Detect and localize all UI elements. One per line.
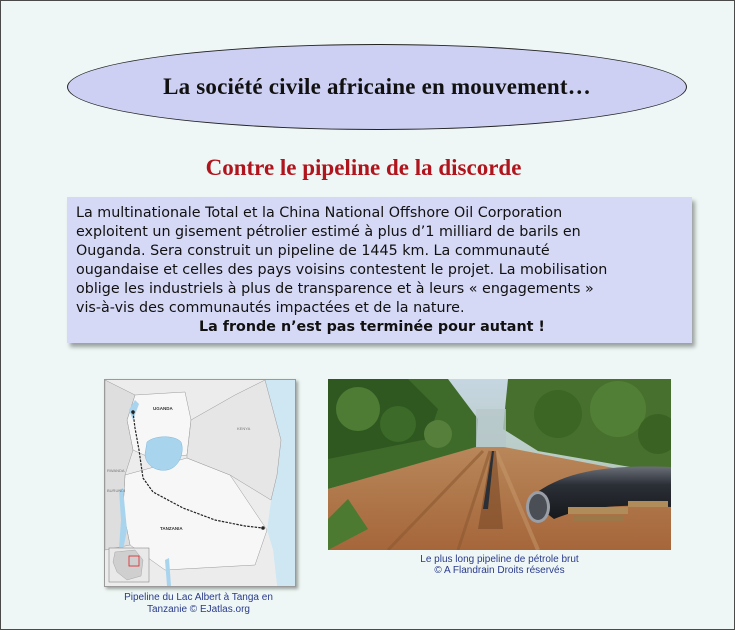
pipeline-photo-graphic [328, 379, 671, 550]
map-caption [96, 592, 301, 616]
article-line: La multinationale Total et la China National Offshore Oil Corporation [76, 205, 563, 221]
article-line: vis-à-vis des communautés impactées et de la nature. [76, 300, 465, 316]
article-line: Ouganda. Sera construit un pipeline de 1445 km. La communauté [76, 243, 550, 259]
map-caption-line: Tanzanie © EJatlas.org [147, 604, 250, 615]
pipeline-photo [328, 379, 671, 550]
article-line: ougandaise et celles des pays voisins contestent le projet. La mobilisation [76, 262, 608, 278]
map-label-rwanda: RWANDA [107, 468, 125, 473]
photo-caption-line: Le plus long pipeline de pétrole brut [420, 554, 579, 565]
map-caption-line: Pipeline du Lac Albert à Tanga en [124, 592, 273, 603]
photo-caption-line: © A Flandrain Droits réservés [434, 565, 565, 576]
map-label-uganda: UGANDA [153, 406, 173, 411]
article-line: exploitent un gisement pétrolier estimé à plus d’1 milliard de barils en [76, 224, 581, 240]
map-label-burundi: BURUNDI [107, 488, 126, 493]
title-banner [67, 44, 687, 130]
page-title: La société civile africaine en mouvement… [163, 74, 591, 99]
article-conclusion: La fronde n’est pas terminée pour autant ! [199, 319, 545, 335]
map-label-kenya: KENYA [237, 426, 251, 431]
map-graphic [105, 380, 295, 586]
pipeline-map [104, 379, 296, 587]
article-textbox [67, 197, 692, 343]
article-line: oblige les industriels à plus de transparence et à leurs « engagements » [76, 281, 594, 297]
map-label-tanzania: TANZANIA [160, 526, 183, 531]
article-subtitle: Contre le pipeline de la discorde [205, 155, 522, 180]
photo-caption [328, 554, 671, 576]
